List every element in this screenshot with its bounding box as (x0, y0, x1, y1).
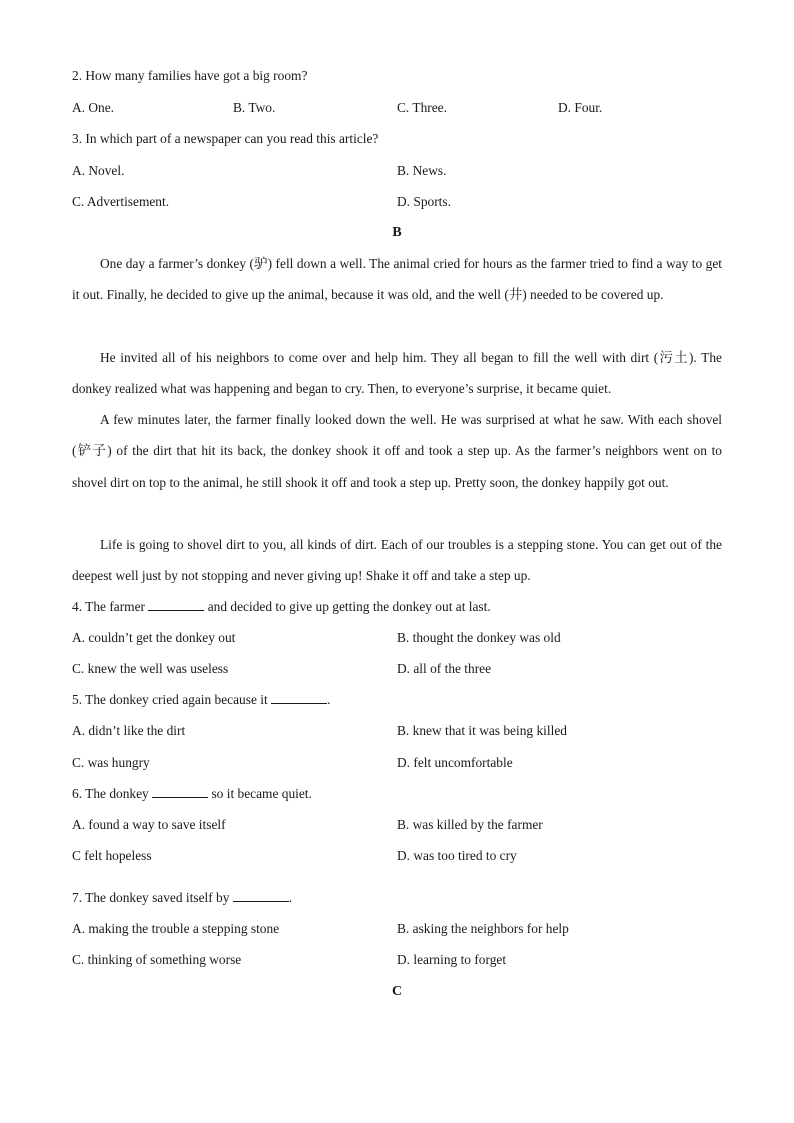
question-4-prompt-start: 4. The farmer (72, 599, 145, 614)
question-4-option-a: A. couldn’t get the donkey out (72, 630, 236, 645)
question-5-prompt (72, 692, 330, 708)
question-7-prompt-end: . (288, 890, 293, 905)
question-4-option-d: D. all of the three (397, 661, 492, 676)
question-7-option-a: A. making the trouble a stepping stone (72, 921, 280, 936)
question-2-option-d: D. Four. (558, 100, 603, 115)
question-7-option-d: D. learning to forget (397, 952, 507, 967)
question-3-option-a: A. Novel. (72, 163, 125, 178)
question-4-option-b: B. thought the donkey was old (397, 630, 561, 645)
question-7-option-b: B. asking the neighbors for help (397, 921, 569, 936)
question-7-prompt-start: 7. The donkey saved itself by (72, 890, 230, 905)
question-3-option-b: B. News. (397, 163, 447, 178)
question-6-option-b: B. was killed by the farmer (397, 817, 543, 832)
question-4-option-c: C. knew the well was useless (72, 661, 229, 676)
question-6-prompt-start: 6. The donkey (72, 786, 149, 801)
answer-blank (148, 599, 204, 611)
question-5-prompt-end: . (327, 692, 331, 707)
passage-paragraph-1: One day a farmer’s donkey (驴) fell down a well. The animal cried for hours as the farmer tried to find a way to get it out. Finally, he decided to give up the animal, because it was old, and the well (井) needed to be covered up. (72, 256, 722, 303)
question-5-prompt-start: 5. The donkey cried again because it (72, 692, 268, 707)
answer-blank (152, 786, 208, 798)
question-6-option-c: C felt hopeless (72, 848, 152, 863)
question-5-option-c: C. was hungry (72, 755, 150, 770)
passage-paragraph-3: A few minutes later, the farmer finally looked down the well. He was surprised at what he saw. With each shovel (铲子) of the dirt that hit its back, the donkey shook it off and took a step up. As the farmer’s neighbors went on to shovel dirt on top to the animal, he still shook it off and took a step up. Pretty soon, the donkey happily got out. (72, 412, 722, 490)
answer-blank (233, 890, 289, 902)
question-4-prompt (72, 599, 491, 615)
question-7-option-c: C. thinking of something worse (72, 952, 242, 967)
question-2-option-a: A. One. (72, 100, 115, 115)
passage-paragraph-2: He invited all of his neighbors to come over and help him. They all began to fill the well with dirt (污土). The donkey realized what was happening and began to cry. Then, to everyone’s surprise, it became quiet. (72, 350, 722, 397)
section-c-heading: C (391, 984, 403, 999)
question-4-prompt-end: and decided to give up getting the donkey out at last. (207, 599, 491, 614)
question-6-prompt (72, 786, 312, 802)
question-2-prompt: 2. How many families have got a big room? (72, 68, 308, 83)
question-2-option-c: C. Three. (397, 100, 447, 115)
answer-blank (271, 692, 327, 704)
question-3-option-d: D. Sports. (397, 194, 451, 209)
question-5-option-d: D. felt uncomfortable (397, 755, 513, 770)
section-b-heading: B (392, 225, 402, 240)
question-6-option-d: D. was too tired to cry (397, 848, 517, 863)
question-6-prompt-end: so it became quiet. (211, 786, 312, 801)
passage-paragraph-4: Life is going to shovel dirt to you, all kinds of dirt. Each of our troubles is a stepping stone. You can get out of the deepest well just by not stopping and never giving up! Shake it off and take a step up. (72, 537, 722, 584)
question-6-option-a: A. found a way to save itself (72, 817, 226, 832)
question-5-option-a: A. didn’t like the dirt (72, 723, 186, 738)
question-3-prompt: 3. In which part of a newspaper can you read this article? (72, 131, 379, 146)
question-3-option-c: C. Advertisement. (72, 194, 170, 209)
question-5-option-b: B. knew that it was being killed (397, 723, 567, 738)
question-2-option-b: B. Two. (233, 100, 276, 115)
question-7-prompt (72, 890, 292, 906)
